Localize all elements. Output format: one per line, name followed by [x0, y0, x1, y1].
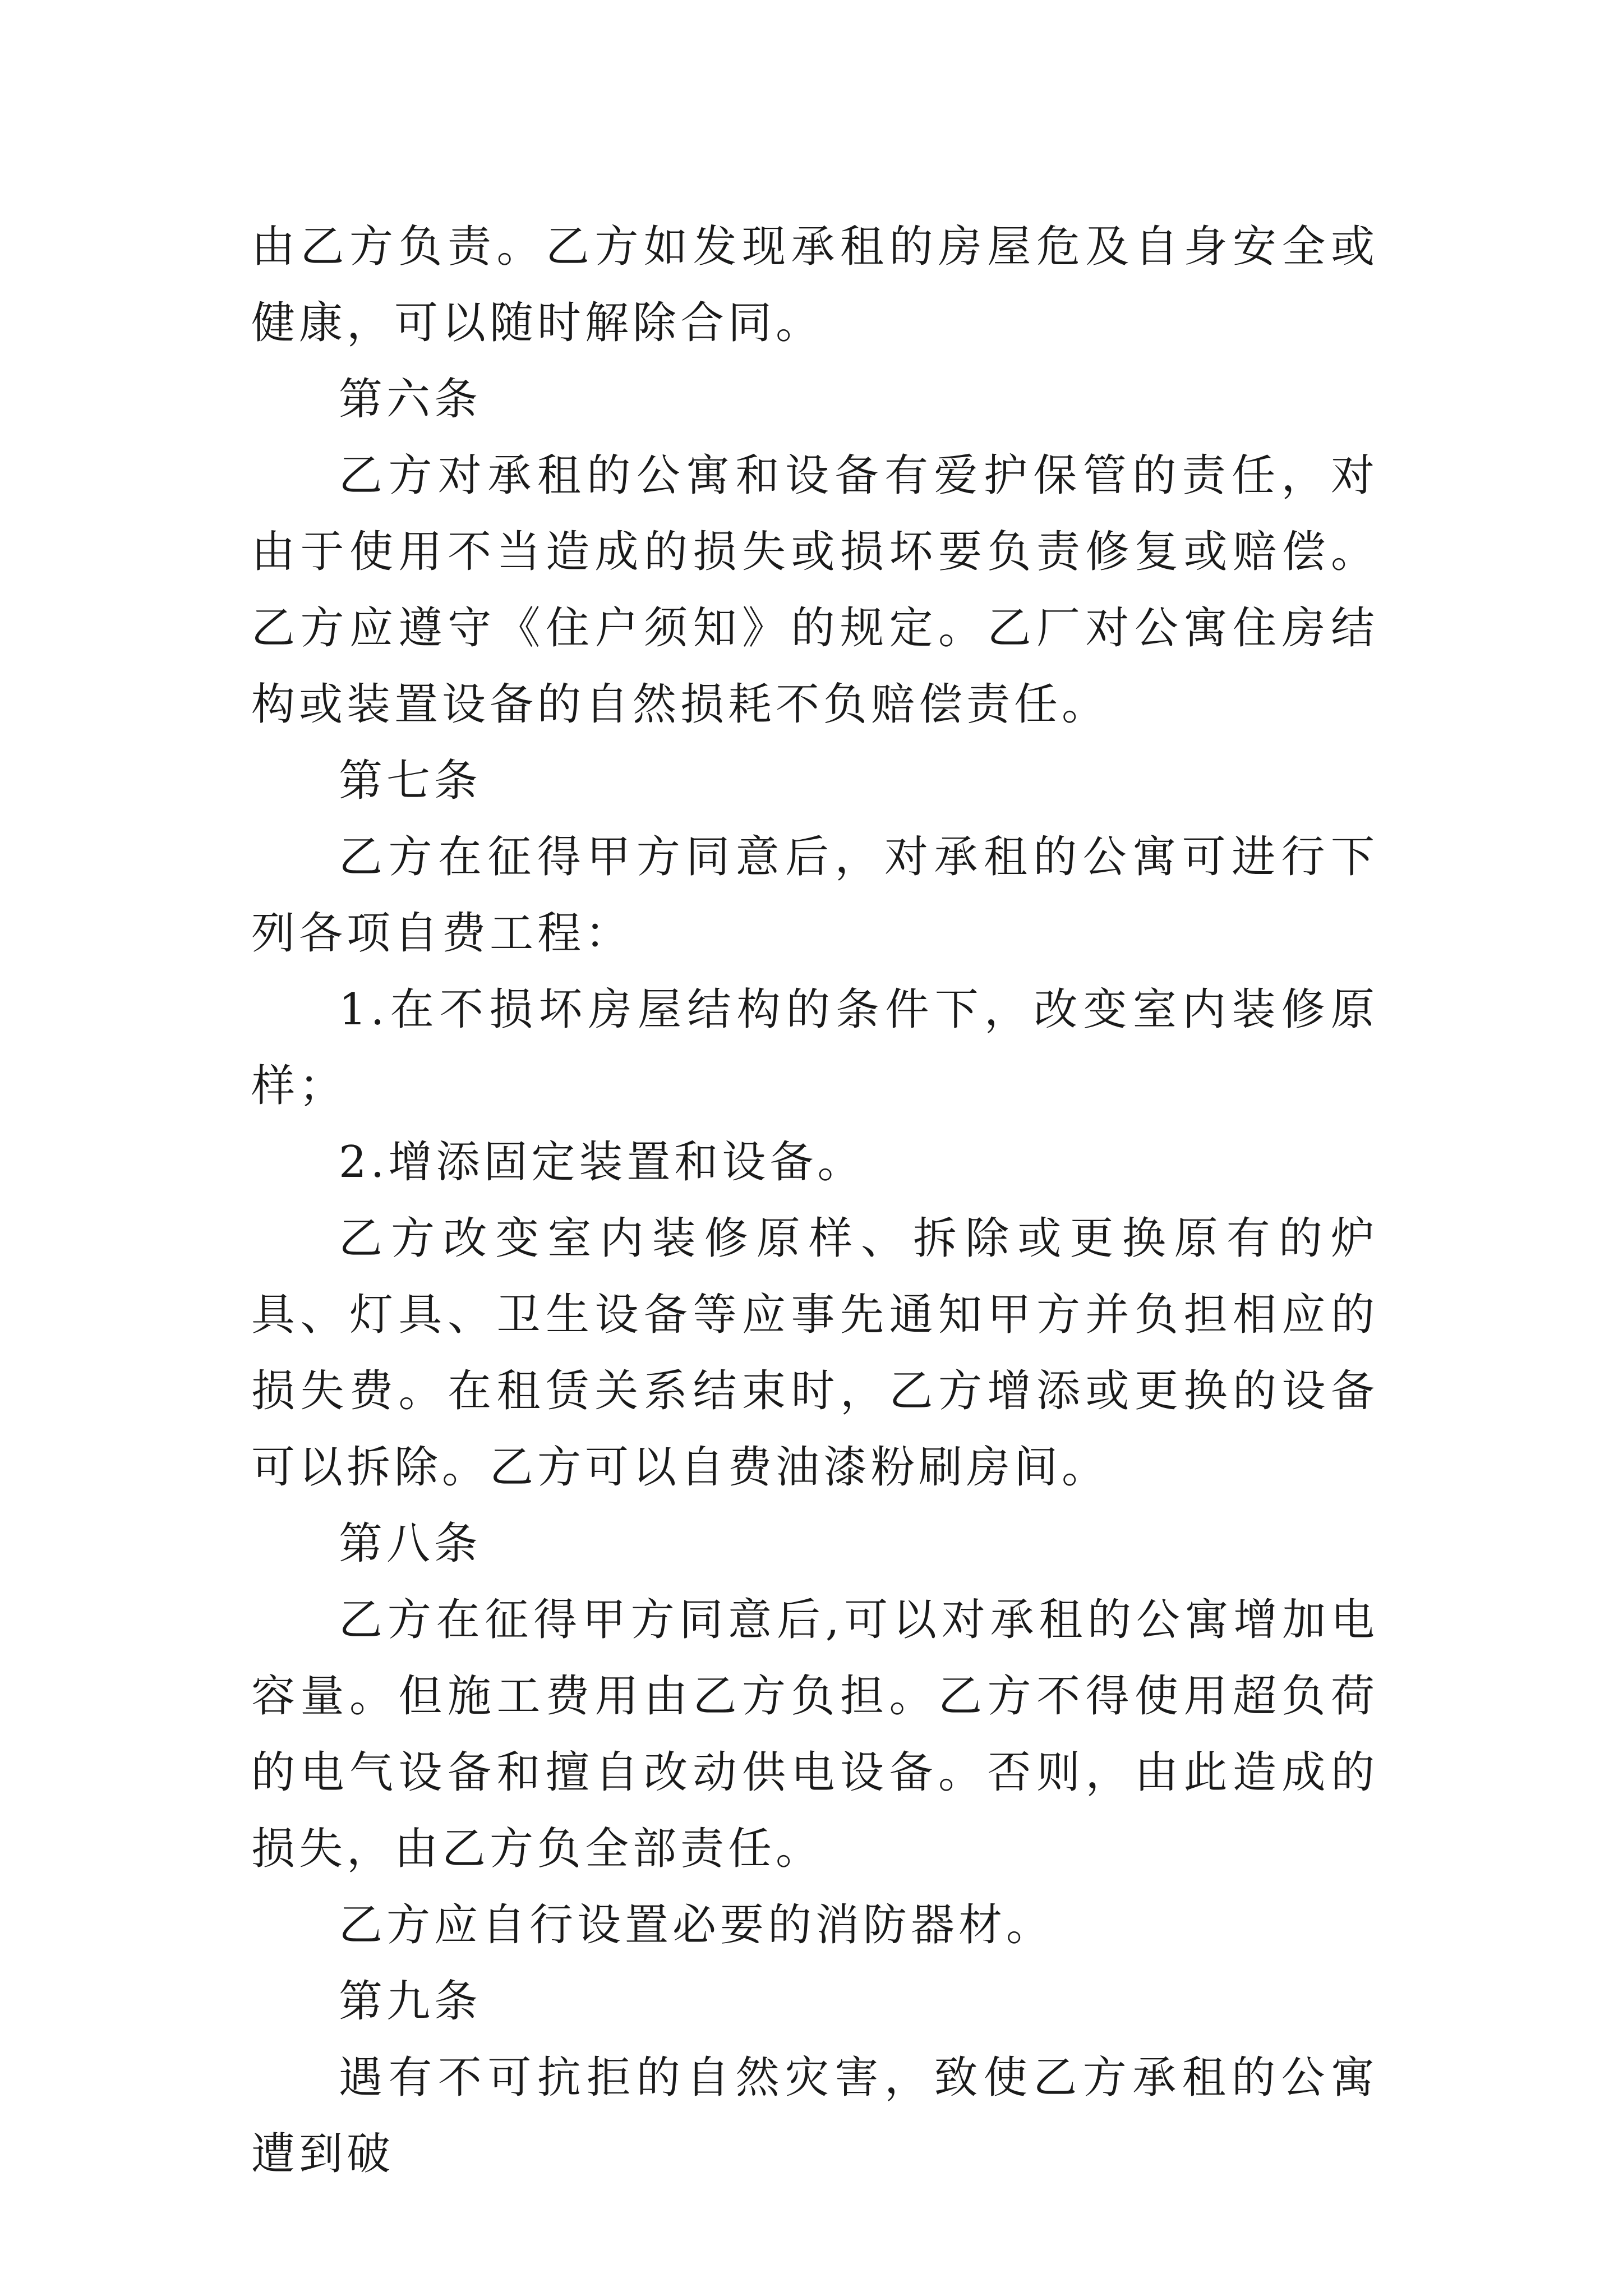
article-7-list-item-2: 2.增添固定装置和设备。: [339, 1137, 865, 1188]
document-body: [251, 209, 1378, 2192]
paragraph-continuation: 由乙方负责。乙方如发现承租的房屋危及自身安全或健康，可以随时解除合同。: [251, 222, 1378, 348]
article-8-paragraph: 乙方在征得甲方同意后,可以对承租的公寓增加电容量。但施工费用由乙方负担。乙方不得使用超负荷的电气设备和擅自改动供电设备。否则，由此造成的损失，由乙方负全部责任。: [251, 1595, 1378, 1874]
article-9-heading: 第九条: [339, 1976, 482, 2027]
article-6-paragraph: 乙方对承租的公寓和设备有爱护保管的责任，对由于使用不当造成的损失或损坏要负责修复或赔偿。乙方应遵守《住户须知》的规定。乙厂对公寓住房结构或装置设备的自然损耗不负赔偿责任。: [251, 450, 1378, 730]
article-7-paragraph-detail: 乙方改变室内装修原样、拆除或更换原有的炉具、灯具、卫生设备等应事先通知甲方并负担相应的损失费。在租赁关系结束时，乙方增添或更换的设备可以拆除。乙方可以自费油漆粉刷房间。: [251, 1213, 1378, 1493]
article-8-paragraph-fire: 乙方应自行设置必要的消防器材。: [339, 1900, 1054, 1950]
article-7-list-item-1: 1.在不损坏房屋结构的条件下，改变室内装修原样；: [251, 984, 1378, 1111]
article-8-heading: 第八条: [339, 1519, 482, 1569]
article-7-paragraph-intro: 乙方在征得甲方同意后，对承租的公寓可进行下列各项自费工程：: [251, 832, 1378, 959]
article-9-paragraph: 遇有不可抗拒的自然灾害，致使乙方承租的公寓遭到破: [251, 2053, 1378, 2179]
article-7-heading: 第七条: [339, 756, 482, 806]
article-6-heading: 第六条: [339, 374, 482, 425]
